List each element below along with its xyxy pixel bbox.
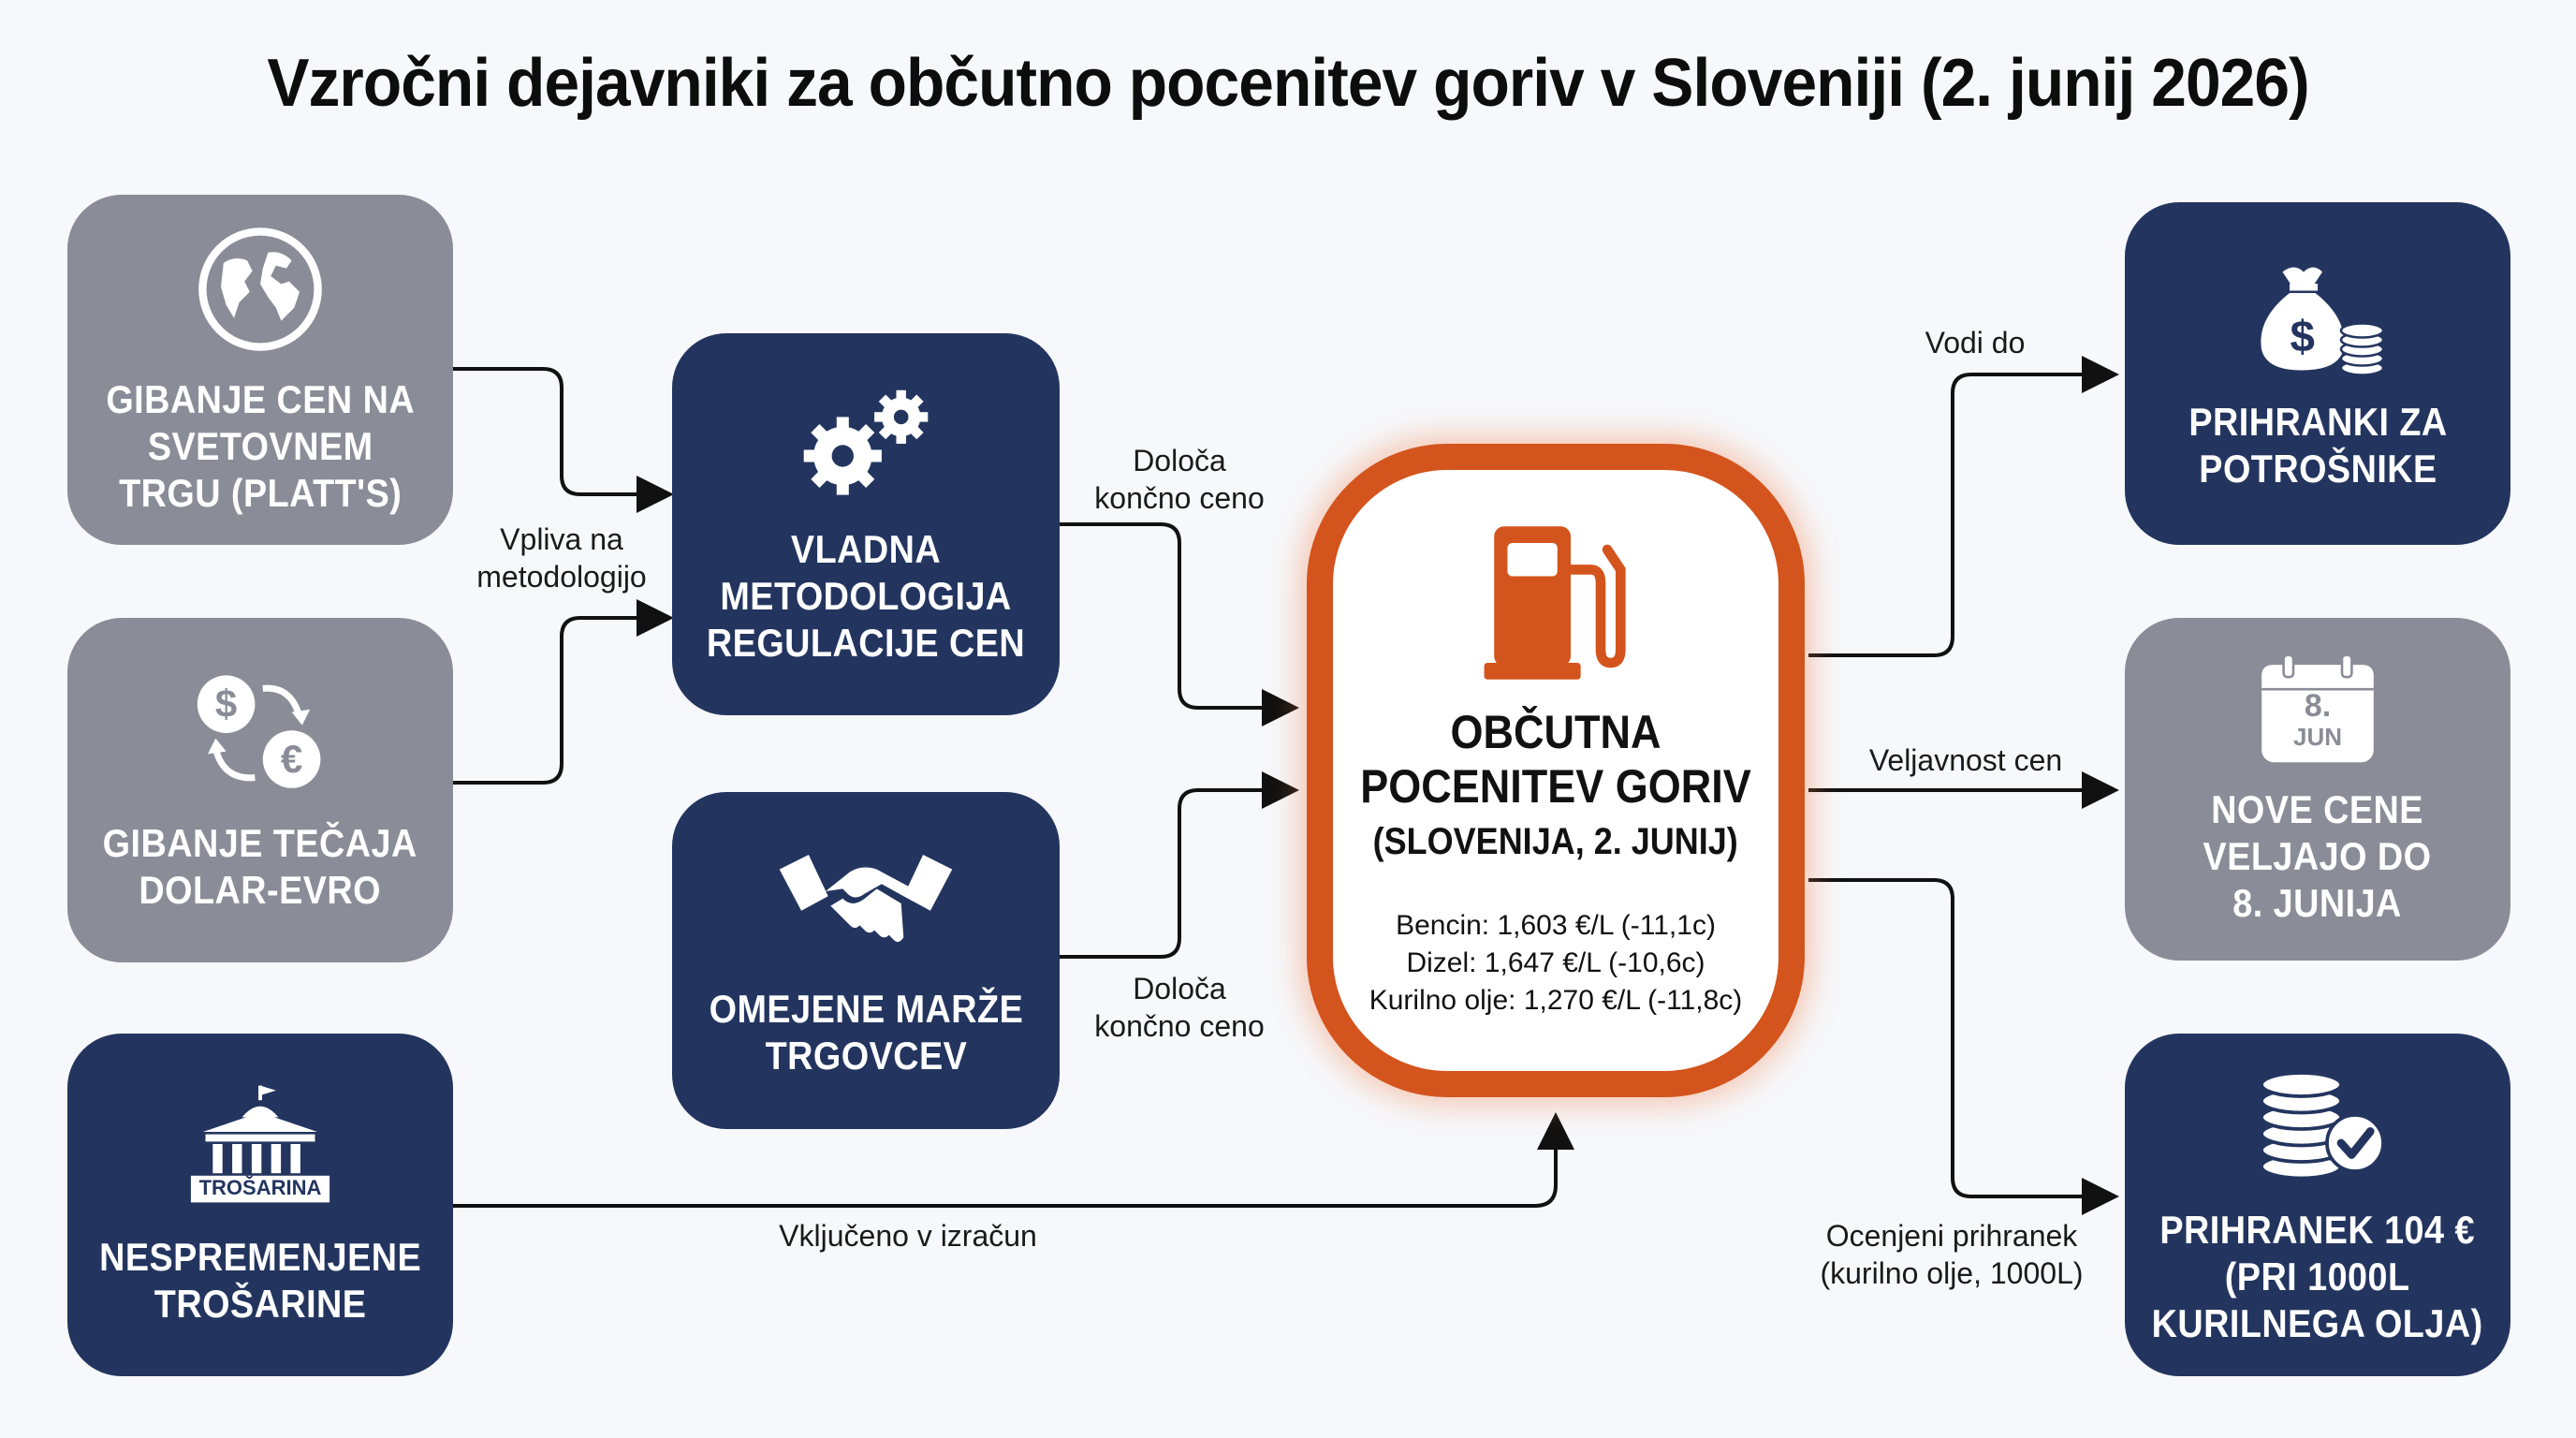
node-center-fuel-drop — [1307, 444, 1805, 1097]
gears-icon — [786, 383, 945, 509]
node-estimate-label: PRIHRANEK 104 € (PRI 1000L KURILNEGA OLJA) — [2152, 1207, 2483, 1345]
currency-exchange-icon — [181, 668, 340, 803]
edge-margins-to-center — [1058, 790, 1292, 957]
edge-label-estimated-saving: Ocenjeni prihranek (kurilno olje, 1000L) — [1820, 1219, 2084, 1290]
node-validity — [2125, 618, 2510, 961]
node-savings — [2125, 202, 2510, 545]
money-bag-icon — [2247, 256, 2388, 382]
price-heating-oil: Kurilno olje: 1,270 €/L (-11,8c) — [1368, 985, 1743, 1016]
svg-text:$: $ — [2290, 312, 2315, 361]
page-title: Vzročni dejavniki za občutno pocenitev goriv v Sloveniji (2. junij 2026) — [267, 46, 2309, 121]
calendar-icon — [2257, 653, 2378, 770]
node-methodology-label: VLADNA METODOLOGIJA REGULACIJE CEN — [706, 526, 1026, 665]
edge-center-to-savings — [1808, 374, 2112, 655]
edge-center-to-estimate — [1808, 880, 2112, 1196]
price-diesel: Dizel: 1,647 €/L (-10,6c) — [1406, 947, 1705, 978]
node-world-prices-label: GIBANJE CEN NA SVETOVNEM TRGU (PLATT'S) — [106, 376, 415, 515]
node-margins — [672, 792, 1060, 1129]
node-excise-label: NESPREMENJENE TROŠARINE — [98, 1234, 422, 1326]
excise-sign: TROŠARINA — [198, 1176, 322, 1199]
node-estimate — [2125, 1034, 2510, 1376]
svg-text:$: $ — [214, 681, 238, 726]
price-petrol: Bencin: 1,603 €/L (-11,1c) — [1396, 910, 1716, 941]
edge-label-leads-to: Vodi do — [1925, 326, 2026, 360]
center-subtitle: (SLOVENIJA, 2. JUNIJ) — [1372, 821, 1739, 862]
edge-label-influences: Vpliva na metodologijo — [476, 522, 647, 594]
edge-label-determines-2: Določa končno ceno — [1094, 972, 1265, 1043]
edge-world-to-methodology — [449, 369, 666, 494]
calendar-month: JUN — [2292, 722, 2342, 751]
center-title: OBČUTNA POCENITEV GORIV — [1360, 706, 1751, 813]
edge-label-included: Vključeno v izračun — [779, 1219, 1037, 1253]
node-exchange-rate-label: GIBANJE TEČAJA DOLAR-EVRO — [102, 820, 418, 912]
edge-label-determines-1: Določa končno ceno — [1094, 444, 1265, 515]
edge-methodology-to-center — [1058, 524, 1292, 708]
node-world-prices — [67, 195, 453, 545]
node-methodology — [672, 333, 1060, 715]
fuel-pump-icon — [1481, 519, 1631, 692]
node-excise — [67, 1034, 453, 1376]
globe-icon — [195, 224, 326, 360]
edge-exchange-to-methodology — [449, 618, 666, 783]
calendar-day: 8. — [2304, 687, 2332, 724]
handshake-icon — [772, 843, 959, 969]
node-savings-label: PRIHRANKI ZA POTROŠNIKE — [2188, 399, 2448, 491]
node-validity-label: NOVE CENE VELJAJO DO 8. JUNIJA — [2203, 786, 2432, 925]
edge-excise-to-center — [449, 1120, 1556, 1206]
node-exchange-rate — [67, 618, 453, 962]
coins-check-icon — [2247, 1064, 2388, 1190]
center-price-list — [1369, 907, 1743, 1020]
node-margins-label: OMEJENE MARŽE TRGOVCEV — [709, 986, 1023, 1078]
edge-label-validity: Veljavnost cen — [1868, 743, 2063, 777]
svg-text:€: € — [280, 736, 303, 781]
